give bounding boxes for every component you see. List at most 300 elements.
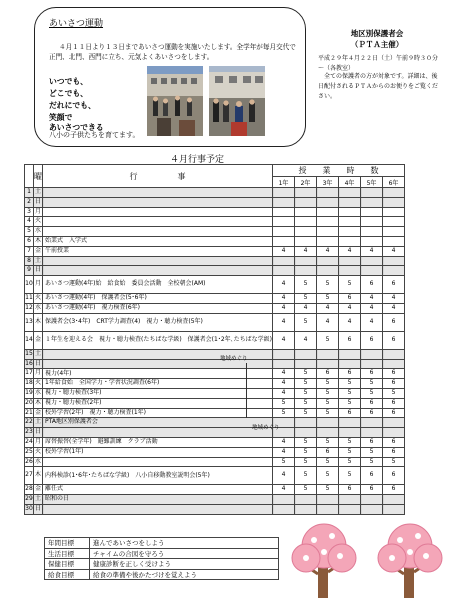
event-cell: PTA地区別保護者会 xyxy=(43,418,273,428)
weekday-cell: 金 xyxy=(34,485,43,495)
periods-cell: 4 xyxy=(273,485,295,495)
periods-cell: 4 xyxy=(273,331,295,349)
periods-cell: 6 xyxy=(317,369,339,379)
periods-cell: 4 xyxy=(383,246,405,256)
weekday-cell: 日 xyxy=(34,504,43,514)
periods-cell xyxy=(383,207,405,217)
periods-cell xyxy=(273,349,295,359)
schedule-row xyxy=(25,331,405,349)
periods-cell: 6 xyxy=(383,467,405,485)
periods-cell xyxy=(295,418,317,428)
schedule-row xyxy=(25,303,405,313)
event-cell: 保護者会(3･4年) CRT学力調査(4) 視力・聴力検査(5年) xyxy=(43,313,273,331)
event-cell: 視力・聴力検査(2年) xyxy=(43,398,273,408)
weekday-cell: 日 xyxy=(34,266,43,276)
periods-cell xyxy=(339,359,361,369)
periods-cell xyxy=(339,227,361,237)
header-periods: 授 業 時 数 xyxy=(273,165,405,177)
periods-cell: 5 xyxy=(339,447,361,457)
weekday-cell: 木 xyxy=(34,236,43,246)
day-cell: 5 xyxy=(25,227,34,237)
parent-meeting-notice xyxy=(312,28,442,148)
periods-cell: 4 xyxy=(383,303,405,313)
schedule-row xyxy=(25,276,405,294)
greeting-last-line: 八小の子供たちを育てます。 xyxy=(49,131,140,139)
periods-cell xyxy=(361,504,383,514)
periods-cell: 6 xyxy=(361,467,383,485)
periods-cell: 5 xyxy=(339,379,361,389)
periods-cell xyxy=(361,256,383,266)
schedule-row xyxy=(25,437,405,447)
event-cell: 内科検診(1･6年･たちばな学級) 八小自移動教室説明会(5年) xyxy=(43,467,273,485)
periods-cell: 4 xyxy=(339,246,361,256)
periods-cell: 6 xyxy=(383,447,405,457)
periods-cell: 5 xyxy=(295,313,317,331)
weekday-cell: 木 xyxy=(34,467,43,485)
periods-cell xyxy=(361,207,383,217)
weekday-cell: 土 xyxy=(34,349,43,359)
periods-cell xyxy=(273,188,295,198)
periods-cell: 5 xyxy=(295,447,317,457)
periods-cell: 4 xyxy=(273,437,295,447)
header-event: 行 事 xyxy=(43,165,273,188)
header-dow: 曜 xyxy=(34,165,43,188)
event-cell xyxy=(43,217,273,227)
periods-cell: 4 xyxy=(273,369,295,379)
monthly-goals-table xyxy=(44,537,279,580)
cherry-tree-right-icon xyxy=(370,518,450,598)
periods-cell xyxy=(383,197,405,207)
meeting-date: 平成２９年４月２２日（土）午前９時３０分～（各教室） xyxy=(318,55,439,72)
periods-cell: 4 xyxy=(273,467,295,485)
april-schedule-table xyxy=(24,164,405,515)
schedule-row xyxy=(25,388,405,398)
day-cell: 11 xyxy=(25,294,34,304)
weekday-cell: 金 xyxy=(34,408,43,418)
weekday-cell: 日 xyxy=(34,428,43,438)
day-cell: 25 xyxy=(25,447,34,457)
periods-cell: 6 xyxy=(383,379,405,389)
periods-cell xyxy=(383,227,405,237)
goal-label: 保健目標 xyxy=(45,559,90,570)
periods-cell xyxy=(383,428,405,438)
event-cell xyxy=(43,207,273,217)
event-cell: 校外学習(1年) xyxy=(43,447,273,457)
periods-cell xyxy=(295,266,317,276)
meeting-title-line-1: 地区別保護者会 xyxy=(350,29,404,38)
periods-cell: 5 xyxy=(317,408,339,418)
weekday-cell: 火 xyxy=(34,447,43,457)
schedule-row xyxy=(25,349,405,359)
schedule-row xyxy=(25,313,405,331)
periods-cell: 5 xyxy=(317,398,339,408)
greeting-line-4: 笑顔で xyxy=(49,113,73,122)
periods-cell: 6 xyxy=(361,485,383,495)
periods-cell: 5 xyxy=(339,398,361,408)
goal-label: 給食目標 xyxy=(45,569,90,580)
periods-cell: 5 xyxy=(361,388,383,398)
greeting-paragraph: ４月１１日より１３日まであいさつ運動を実施いたします。全学年が毎月交代で正門、北門、西門に立ち、元気よくあいさつをします。 xyxy=(49,43,296,61)
periods-cell xyxy=(339,256,361,266)
periods-cell xyxy=(273,495,295,505)
weekday-cell: 水 xyxy=(34,303,43,313)
periods-cell xyxy=(339,236,361,246)
schedule-row xyxy=(25,256,405,266)
periods-cell xyxy=(339,504,361,514)
event-cell: 午前授業 xyxy=(43,246,273,256)
event-cell: 視力・聴力検査(3年) xyxy=(43,388,273,398)
meeting-body: 全ての保護者の方が対象です。詳細は、後日配付されるＰＴＡからのお便りをご覧ください。 xyxy=(318,73,439,100)
periods-cell: 4 xyxy=(273,246,295,256)
weekday-cell: 日 xyxy=(34,359,43,369)
day-cell: 8 xyxy=(25,256,34,266)
schedule-row xyxy=(25,266,405,276)
periods-cell: 5 xyxy=(295,369,317,379)
periods-cell xyxy=(361,227,383,237)
periods-cell xyxy=(361,197,383,207)
periods-cell xyxy=(317,495,339,505)
day-cell: 18 xyxy=(25,379,34,389)
periods-cell: 5 xyxy=(317,467,339,485)
event-cell: 1年給食始 全国学力・学習状況調査(6年) xyxy=(43,379,273,389)
weekday-cell: 火 xyxy=(34,379,43,389)
schedule-body xyxy=(25,188,405,515)
periods-cell: 5 xyxy=(361,447,383,457)
periods-cell: 6 xyxy=(361,276,383,294)
cherry-tree-left-icon xyxy=(284,518,364,598)
goal-text: 健康診断を正しく受けよう xyxy=(90,559,279,570)
periods-cell xyxy=(295,188,317,198)
periods-cell xyxy=(317,188,339,198)
periods-cell: 4 xyxy=(273,276,295,294)
periods-cell xyxy=(317,256,339,266)
periods-cell: 6 xyxy=(383,398,405,408)
periods-cell xyxy=(295,236,317,246)
weekday-cell: 水 xyxy=(34,227,43,237)
periods-cell xyxy=(383,349,405,359)
periods-cell: 5 xyxy=(317,331,339,349)
schedule-row xyxy=(25,236,405,246)
day-cell: 28 xyxy=(25,485,34,495)
periods-cell: 5 xyxy=(295,294,317,304)
periods-cell xyxy=(339,207,361,217)
periods-cell xyxy=(317,418,339,428)
greeting-photo-left xyxy=(147,66,203,136)
periods-cell xyxy=(273,266,295,276)
periods-cell xyxy=(273,504,295,514)
periods-cell: 5 xyxy=(317,379,339,389)
periods-cell: 5 xyxy=(295,485,317,495)
periods-cell xyxy=(273,207,295,217)
day-cell: 17 xyxy=(25,369,34,379)
day-cell: 29 xyxy=(25,495,34,505)
weekday-cell: 月 xyxy=(34,437,43,447)
periods-cell: 6 xyxy=(361,331,383,349)
schedule-row xyxy=(25,207,405,217)
periods-cell: 5 xyxy=(295,388,317,398)
greeting-line-5: あいさつできる xyxy=(49,123,104,132)
weekday-cell: 火 xyxy=(34,217,43,227)
periods-cell: 4 xyxy=(273,379,295,389)
event-cell xyxy=(43,428,273,438)
periods-cell: 5 xyxy=(339,437,361,447)
periods-cell: 5 xyxy=(295,457,317,467)
weekday-cell: 土 xyxy=(34,188,43,198)
periods-cell xyxy=(295,217,317,227)
schedule-row xyxy=(25,227,405,237)
periods-cell: 5 xyxy=(317,485,339,495)
periods-cell: 6 xyxy=(339,294,361,304)
schedule-row xyxy=(25,447,405,457)
periods-cell: 5 xyxy=(317,457,339,467)
goal-label: 年間目標 xyxy=(45,538,90,549)
periods-cell xyxy=(317,359,339,369)
header-day xyxy=(25,165,34,188)
grade-header: 6年 xyxy=(383,177,405,188)
periods-cell xyxy=(339,217,361,227)
periods-cell: 4 xyxy=(295,246,317,256)
schedule-title: ４月行事予定 xyxy=(170,155,225,165)
periods-cell xyxy=(383,495,405,505)
periods-cell: 5 xyxy=(317,276,339,294)
periods-cell xyxy=(317,504,339,514)
periods-cell xyxy=(317,207,339,217)
goal-row xyxy=(45,548,279,559)
periods-cell: 4 xyxy=(295,303,317,313)
day-cell: 13 xyxy=(25,313,34,331)
periods-cell: 5 xyxy=(273,408,295,418)
day-cell: 1 xyxy=(25,188,34,198)
periods-cell: 5 xyxy=(295,408,317,418)
event-cell xyxy=(43,188,273,198)
weekday-cell: 月 xyxy=(34,276,43,294)
periods-cell xyxy=(383,256,405,266)
event-cell xyxy=(43,256,273,266)
periods-cell: 5 xyxy=(295,437,317,447)
day-cell: 12 xyxy=(25,303,34,313)
day-cell: 3 xyxy=(25,207,34,217)
periods-cell: 5 xyxy=(339,467,361,485)
periods-cell xyxy=(273,236,295,246)
greeting-box xyxy=(34,7,306,147)
day-cell: 7 xyxy=(25,246,34,256)
periods-cell xyxy=(317,266,339,276)
grade-header: 3年 xyxy=(317,177,339,188)
day-cell: 21 xyxy=(25,408,34,418)
weekday-cell: 月 xyxy=(34,207,43,217)
schedule-row xyxy=(25,359,405,369)
periods-cell xyxy=(295,227,317,237)
periods-cell: 4 xyxy=(273,313,295,331)
goal-text: 進んであいさつをしよう xyxy=(90,538,279,549)
periods-cell: 4 xyxy=(361,246,383,256)
event-cell: あいさつ運動(4年) 視力検査(6年) xyxy=(43,303,273,313)
periods-cell: 5 xyxy=(361,457,383,467)
periods-cell: 4 xyxy=(317,313,339,331)
day-cell: 10 xyxy=(25,276,34,294)
day-cell: 9 xyxy=(25,266,34,276)
periods-cell: 4 xyxy=(361,294,383,304)
periods-cell xyxy=(361,266,383,276)
periods-cell: 5 xyxy=(383,388,405,398)
periods-cell: 4 xyxy=(383,294,405,304)
periods-cell: 6 xyxy=(383,485,405,495)
day-cell: 20 xyxy=(25,398,34,408)
periods-cell xyxy=(339,418,361,428)
periods-cell: 4 xyxy=(317,303,339,313)
grade-header: 2年 xyxy=(295,177,317,188)
periods-cell: 5 xyxy=(295,398,317,408)
event-cell xyxy=(43,266,273,276)
day-cell: 6 xyxy=(25,236,34,246)
periods-cell xyxy=(383,266,405,276)
periods-cell: 6 xyxy=(383,331,405,349)
periods-cell xyxy=(295,256,317,266)
day-cell: 2 xyxy=(25,197,34,207)
schedule-row xyxy=(25,188,405,198)
day-cell: 19 xyxy=(25,388,34,398)
periods-cell xyxy=(295,207,317,217)
weekday-cell: 木 xyxy=(34,313,43,331)
event-cell: １年生を迎える会 視力・聴力検査(たちばな学級) 保護者会(1･2年､たちばな学級) xyxy=(43,331,273,349)
periods-cell: 6 xyxy=(383,313,405,331)
periods-cell xyxy=(273,217,295,227)
periods-cell xyxy=(361,495,383,505)
periods-cell xyxy=(383,217,405,227)
periods-cell xyxy=(295,428,317,438)
periods-cell: 6 xyxy=(361,369,383,379)
periods-cell: 6 xyxy=(339,369,361,379)
periods-cell: 5 xyxy=(339,457,361,467)
periods-cell xyxy=(273,256,295,266)
event-cell xyxy=(43,504,273,514)
periods-cell: 5 xyxy=(317,388,339,398)
periods-cell xyxy=(317,217,339,227)
periods-cell: 4 xyxy=(273,303,295,313)
periods-cell xyxy=(383,418,405,428)
day-cell: 27 xyxy=(25,467,34,485)
periods-cell: 6 xyxy=(317,447,339,457)
periods-cell: 5 xyxy=(317,437,339,447)
periods-cell: 4 xyxy=(339,313,361,331)
schedule-row xyxy=(25,294,405,304)
periods-cell xyxy=(339,349,361,359)
periods-cell xyxy=(361,217,383,227)
periods-cell: 6 xyxy=(383,408,405,418)
weekday-cell: 火 xyxy=(34,294,43,304)
periods-cell xyxy=(273,227,295,237)
periods-cell xyxy=(383,359,405,369)
periods-cell: 6 xyxy=(383,437,405,447)
weekday-cell: 木 xyxy=(34,398,43,408)
day-cell: 15 xyxy=(25,349,34,359)
weekday-cell: 土 xyxy=(34,495,43,505)
day-cell: 4 xyxy=(25,217,34,227)
periods-cell: 4 xyxy=(295,331,317,349)
goal-row xyxy=(45,538,279,549)
grade-header: 1年 xyxy=(273,177,295,188)
goal-label: 生活目標 xyxy=(45,548,90,559)
day-cell: 23 xyxy=(25,428,34,438)
weekday-cell: 土 xyxy=(34,418,43,428)
periods-cell xyxy=(383,188,405,198)
event-cell: あいさつ運動(4年) 保護者会(5･6年) xyxy=(43,294,273,304)
periods-cell: 4 xyxy=(339,303,361,313)
weekday-cell: 金 xyxy=(34,246,43,256)
event-cell: 離任式 xyxy=(43,485,273,495)
goal-text: 給食の準備や後かたづけを覚えよう xyxy=(90,569,279,580)
periods-cell: 6 xyxy=(361,408,383,418)
periods-cell xyxy=(383,504,405,514)
periods-cell: 5 xyxy=(295,276,317,294)
periods-cell: 5 xyxy=(273,457,295,467)
periods-cell xyxy=(317,236,339,246)
goal-row xyxy=(45,559,279,570)
schedule-row xyxy=(25,217,405,227)
weekday-cell: 月 xyxy=(34,369,43,379)
periods-cell: 6 xyxy=(339,485,361,495)
periods-cell: 4 xyxy=(361,313,383,331)
periods-cell: 6 xyxy=(383,276,405,294)
greeting-line-1: いつでも、 xyxy=(49,77,88,86)
periods-cell: 6 xyxy=(339,408,361,418)
periods-cell xyxy=(295,197,317,207)
event-cell xyxy=(43,457,273,467)
periods-cell xyxy=(295,359,317,369)
periods-cell xyxy=(361,428,383,438)
periods-cell: 5 xyxy=(273,398,295,408)
periods-cell: 6 xyxy=(339,331,361,349)
goal-row xyxy=(45,569,279,580)
periods-cell: 5 xyxy=(339,388,361,398)
periods-cell: 6 xyxy=(361,437,383,447)
periods-cell xyxy=(295,504,317,514)
day-cell: 26 xyxy=(25,457,34,467)
event-cell: あいさつ運動(4年)始 給食始 委員会活動 全校朝会(AM) xyxy=(43,276,273,294)
periods-cell: 4 xyxy=(273,388,295,398)
day-cell: 30 xyxy=(25,504,34,514)
goal-text: チャイムの合図を守ろう xyxy=(90,548,279,559)
schedule-row xyxy=(25,246,405,256)
periods-cell: 5 xyxy=(295,467,317,485)
meeting-title-line-2: （ＰＴＡ主催） xyxy=(350,40,404,49)
schedule-row xyxy=(25,369,405,379)
periods-cell: 5 xyxy=(361,379,383,389)
schedule-row xyxy=(25,197,405,207)
schedule-row xyxy=(25,418,405,428)
day-cell: 14 xyxy=(25,331,34,349)
periods-cell xyxy=(383,236,405,246)
annotation-arrow xyxy=(246,363,247,418)
day-cell: 24 xyxy=(25,437,34,447)
periods-cell xyxy=(361,359,383,369)
periods-cell xyxy=(339,266,361,276)
periods-cell xyxy=(295,495,317,505)
schedule-row xyxy=(25,467,405,485)
periods-cell: 4 xyxy=(317,246,339,256)
periods-cell xyxy=(361,236,383,246)
schedule-row xyxy=(25,457,405,467)
day-cell: 16 xyxy=(25,359,34,369)
event-cell: 席替振替(全学年) 避難訓練 クラブ活動 xyxy=(43,437,273,447)
event-cell: 始業式 入学式 xyxy=(43,236,273,246)
periods-cell: 4 xyxy=(273,294,295,304)
day-cell: 22 xyxy=(25,418,34,428)
schedule-row xyxy=(25,398,405,408)
periods-cell: 6 xyxy=(361,398,383,408)
weekday-cell: 土 xyxy=(34,256,43,266)
schedule-row xyxy=(25,379,405,389)
